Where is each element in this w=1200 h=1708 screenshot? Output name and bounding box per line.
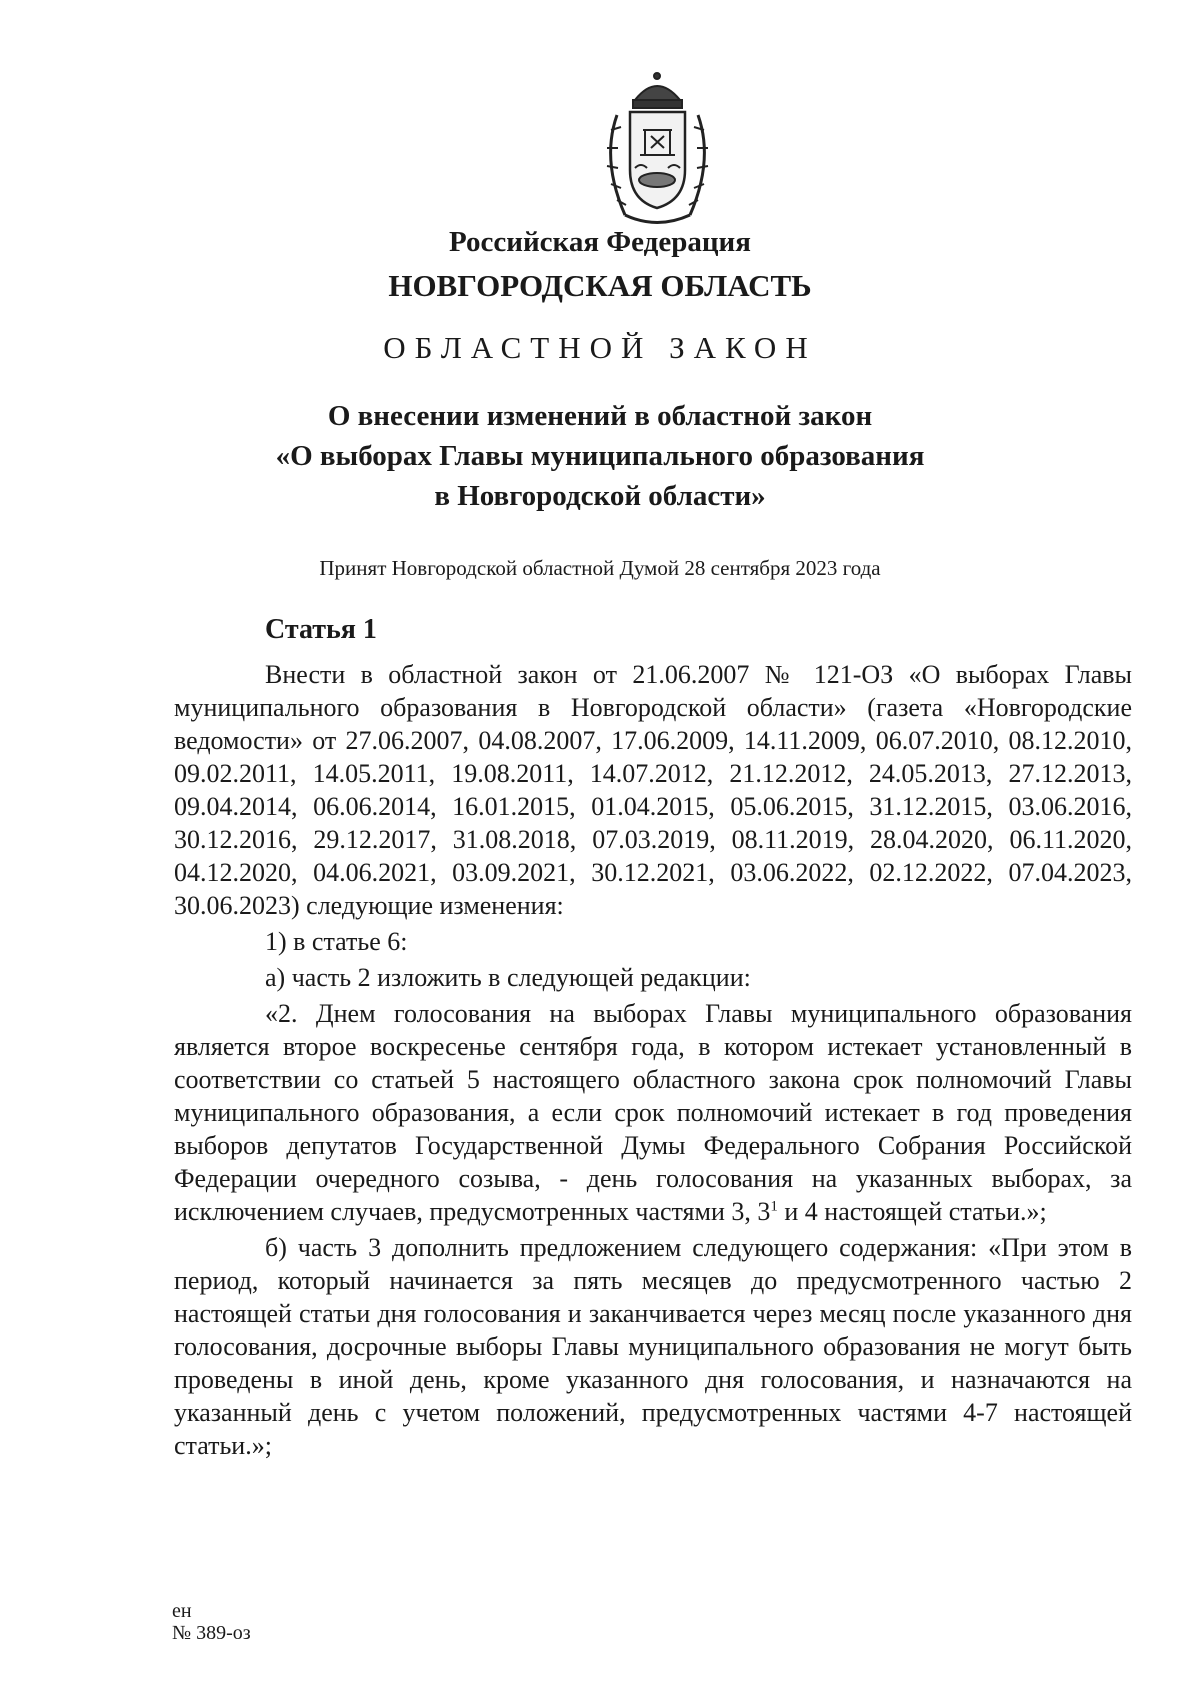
country-heading: Российская Федерация (449, 226, 751, 258)
amendment-subitem: а) часть 2 изложить в следующей редакции: (265, 963, 751, 992)
adoption-note: Принят Новгородской областной Думой 28 сентября 2023 года (319, 556, 881, 580)
amendment-quote-paragraph (174, 997, 1132, 1228)
law-title (0, 396, 1200, 516)
superscript: 1 (770, 1198, 778, 1215)
coat-of-arms-icon (595, 70, 720, 230)
law-title-line: «О выборах Главы муниципального образования (275, 440, 925, 472)
article-intro-paragraph: Внести в областной закон от 21.06.2007 № 121-ОЗ «О выборах Главы муниципального образования в Новгородской области» (газета «Новгородские ведомости» от 27.06.2007, 04.08.2007, 17.06.2009, 14.11.2009, 06.07.2010, 08.12.2010, 09.02.2011, 14.05.2011, 19.08.2011, 14.07.2012, 21.12.2012, 24.05.2013, 27.12.2013, 09.04.2014, 06.06.2014, 16.01.2015, 01.04.2015, 05.06.2015, 31.12.2015, 03.06.2016, 30.12.2016, 29.12.2017, 31.08.2018, 07.03.2019, 08.11.2019, 28.04.2020, 06.11.2020, 04.12.2020, 04.06.2021, 03.09.2021, 30.12.2021, 03.06.2022, 02.12.2022, 07.04.2023, 30.06.2023) следующие изменения: (174, 660, 1132, 920)
footer-initials: ен (172, 1600, 192, 1622)
law-title-line: О внесении изменений в областной закон (327, 400, 873, 432)
region-heading: НОВГОРОДСКАЯ ОБЛАСТЬ (388, 268, 812, 303)
amendment-item: 1) в статье 6: (265, 927, 408, 956)
quote-text-end: и 4 настоящей статьи.»; (777, 1197, 1047, 1226)
amendment-subitem: б) часть 3 дополнить предложением следующего содержания: «При этом в период, который начинается за пять месяцев до предусмотренного частью 2 настоящей статьи дня голосования и заканчивается через месяц после указанного дня голосования, досрочные выборы Главы муниципального образования не могут быть проведены в иной день, кроме указанного дня голосования, и назначаются на указанный день с учетом положений, предусмотренных частями 4-7 настоящей статьи.»; (174, 1233, 1132, 1460)
footer-law-number: № 389-оз (172, 1622, 251, 1644)
law-title-line: в Новгородской области» (434, 480, 766, 512)
law-type-heading: ОБЛАСТНОЙ ЗАКОН (383, 330, 817, 365)
article-heading: Статья 1 (265, 614, 377, 645)
quote-text: «2. Днем голосования на выборах Главы муниципального образования является второе воскресенье сентября года, в котором истекает установленный в соответствии со статьей 5 настоящего областного закона срок полномочий Главы муниципального образования, а если срок полномочий истекает в год проведения выборов депутатов Государственной Думы Федерального Собрания Российской Федерации очередного созыва, - день голосования на указанных выборах, за исключением случаев, предусмотренных частями 3, 3 (174, 999, 1132, 1226)
document-footer (172, 1600, 251, 1644)
article-body (174, 658, 1132, 1465)
